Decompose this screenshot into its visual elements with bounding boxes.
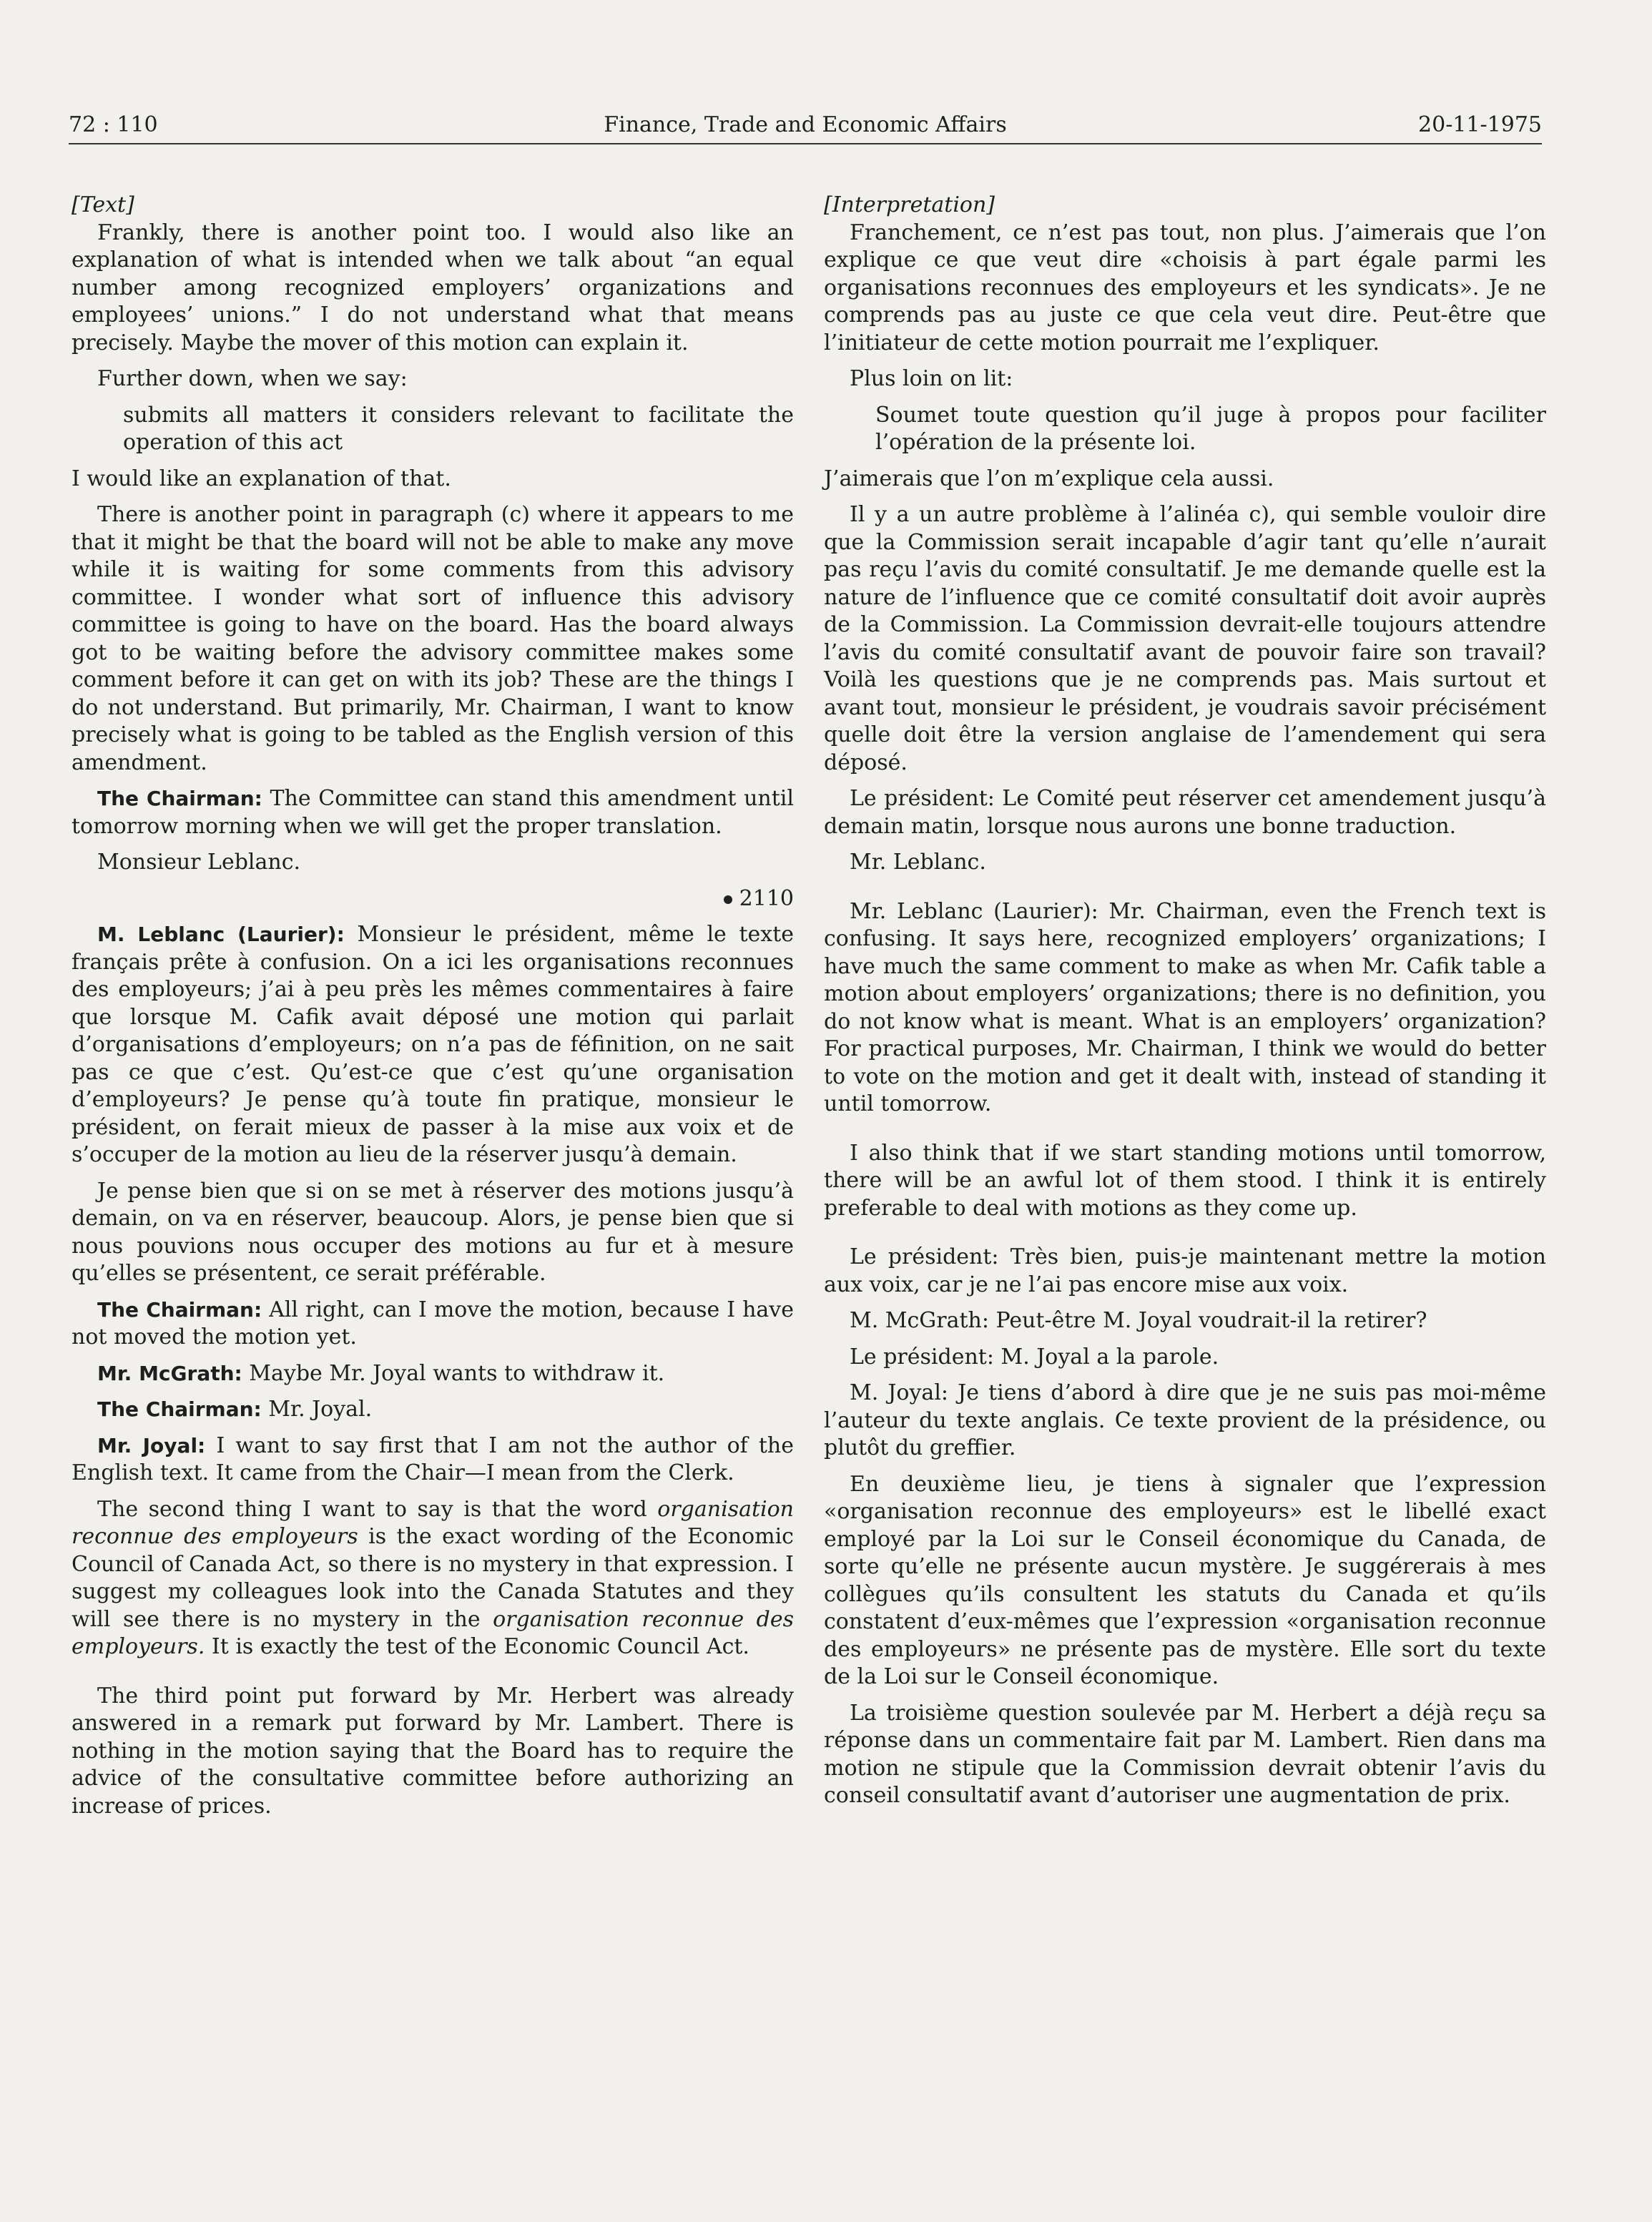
paragraph: I also think that if we start standing motions until tomorrow, there will be an awful lot of them stood. I think it is entirely preferable to deal with motions as they come up.	[824, 1140, 1546, 1221]
speaker-name: The Chairman:	[97, 1397, 262, 1421]
paragraph: Le président: Le Comité peut réserver cet amendement jusqu’à demain matin, lorsque nous aurons une bonne traduction.	[824, 786, 1546, 839]
speech	[72, 1360, 794, 1388]
paragraph: Mr. Leblanc (Laurier): Mr. Chairman, even the French text is confusing. It says here, recognized employers’ organizations; I have much the same comment to make as when Mr. Cafik table a motion about employers’ organizations; there is no definition, you do not know what is meant. What is an employers’ organization? For practical purposes, Mr. Chairman, I think we would do better to vote on the motion and get it dealt with, instead of standing it until tomorrow.	[824, 898, 1546, 1116]
paragraph: Further down, when we say:	[97, 366, 408, 391]
section-tag: [Text]	[72, 192, 134, 217]
speech-text: All right, can I move the motion, because I have not moved the motion yet.	[72, 1297, 794, 1350]
time-marker-text: 2110	[739, 885, 794, 911]
paragraph: Il y a un autre problème à l’alinéa c), qui semble vouloir dire que la Commission serait incapable d’agir tant qu’elle n’aurait pas reçu l’avis du comité consultatif. Je me demande quelle est la nature de l’influence que ce comité consultatif doit avoir auprès de la Commission. La Commission devrait-elle toujours attendre l’avis du comité consultatif avant de pouvoir faire son travail? Voilà les questions que je ne comprends pas. Mais surtout et avant tout, monsieur le président, je voudrais savoir précisément quelle doit être la version anglaise de l’amendement qui sera déposé.	[824, 502, 1546, 775]
speech	[72, 1432, 794, 1488]
paragraph: The third point put forward by Mr. Herbert was already answered in a remark put forward by Mr. Lambert. There is nothing in the motion saying that the Board has to require the advice of the consultative committee before authorizing an increase of prices.	[72, 1683, 794, 1819]
speech-text: The Committee can stand this amendment until tomorrow morning when we will get the proper translation.	[72, 786, 794, 839]
paragraph: There is another point in paragraph (c) where it appears to me that it might be that the board will not be able to make any move while it is waiting for some comments from this advisory committee. I wonder what sort of influence this advisory committee is going to have on the board. Has the board always got to be waiting before the advisory committee makes some comment before it can get on with its job? These are the things I do not understand. But primarily, Mr. Chairman, I want to know precisely what is going to be tabled as the English version of this amendment.	[72, 502, 794, 775]
paragraph: La troisième question soulevée par M. Herbert a déjà reçu sa réponse dans un commentaire fait par M. Lambert. Rien dans ma motion ne stipule que la Commission devrait obtenir l’avis du conseil consultatif avant d’autoriser une augmentation de prix.	[824, 1700, 1546, 1808]
page-date: 20-11-1975	[1418, 112, 1542, 137]
paragraph: Je pense bien que si on se met à réserver des motions jusqu’à demain, on va en réserver, beaucoup. Alors, je pense bien que si nous pouvions nous occuper des motions au fur et à mesure qu’elles se présentent, ce serait préférable.	[72, 1178, 794, 1286]
speech-text: Maybe Mr. Joyal wants to withdraw it.	[242, 1360, 665, 1386]
paragraph: Frankly, there is another point too. I would also like an explanation of what is intended when we talk about “an equal number among recognized employers’ organizations and employees’ unions.” I do not understand what that means precisely. Maybe the mover of this motion can explain it.	[72, 220, 794, 355]
paragraph: Mr. Leblanc.	[850, 850, 986, 875]
paragraph: Plus loin on lit:	[850, 366, 1013, 391]
speech-text: Monsieur le président, même le texte français prête à confusion. On a ici les organisations reconnues des employeurs; j’ai à peu près les mêmes commentaires à faire que lorsque M. Cafik avait déposé une motion qui parlait d’organisations d’employeurs; on n’a pas de féfinition, on ne sait pas ce que c’est. Qu’est-ce que c’est qu’une organisation d’employeurs? Je pense qu’à toute fin pratique, monsieur le président, on ferait mieux de passer à la mise aux voix et de s’occuper de la motion au lieu de la réserver jusqu’à demain.	[72, 922, 794, 1167]
section-tag: [Interpretation]	[824, 192, 995, 217]
paragraph: M. Joyal: Je tiens d’abord à dire que je ne suis pas moi-même l’auteur du texte anglais. Ce texte provient de la présidence, ou plutôt du greffier.	[824, 1380, 1546, 1460]
speaker-name: Mr. Joyal:	[97, 1433, 206, 1457]
bullet-icon	[724, 895, 732, 904]
running-title: Finance, Trade and Economic Affairs	[604, 112, 1007, 137]
speech	[72, 1396, 794, 1424]
page-header	[69, 107, 1542, 144]
paragraph: Le président: M. Joyal a la parole.	[850, 1344, 1219, 1370]
speech	[72, 785, 794, 840]
speech	[72, 1297, 794, 1352]
paragraph: En deuxième lieu, je tiens à signaler que l’expression «organisation reconnue des employeurs» est le libellé exact employé par la Loi sur le Conseil économique du Canada, de sorte qu’elle ne présente aucun mystère. Je suggérerais à mes collègues qu’ils consultent les statuts du Canada et qu’ils constatent d’eux-mêmes que l’expression «organisation reconnue des employeurs» ne présente pas de mystère. Elle sort du texte de la Loi sur le Conseil économique.	[824, 1471, 1546, 1689]
speaker-name: The Chairman:	[97, 1297, 262, 1322]
speech-text: I want to say first that I am not the author of the English text. It came from the Chair—I mean from the Clerk.	[72, 1432, 795, 1485]
paragraph: M. McGrath: Peut-être M. Joyal voudrait-il la retirer?	[850, 1308, 1427, 1333]
paragraph: Franchement, ce n’est pas tout, non plus. J’aimerais que l’on explique ce que veut dire «choisis à part égale parmi les organisations reconnues des employeurs et les syndicats». Je ne comprends pas au juste ce que cela veut dire. Peut-être que l’initiateur de cette motion pourrait me l’expliquer.	[824, 220, 1546, 355]
page-number: 72 : 110	[69, 112, 158, 137]
french-column	[824, 192, 1546, 1819]
speaker-name: The Chairman:	[97, 787, 262, 810]
paragraph: I would like an explanation of that.	[72, 466, 451, 491]
speech	[72, 921, 794, 1169]
speaker-name: M. Leblanc (Laurier):	[97, 923, 345, 946]
english-column	[72, 192, 794, 1829]
block-quote: Soumet toute question qu’il juge à propos pour faciliter l’opération de la présente loi.	[875, 402, 1546, 455]
paragraph: Le président: Très bien, puis-je maintenant mettre la motion aux voix, car je ne l’ai pas encore mise aux voix.	[824, 1244, 1546, 1297]
speech-text: Mr. Joyal.	[261, 1397, 373, 1422]
time-marker	[72, 885, 794, 913]
paragraph: Monsieur Leblanc.	[97, 850, 301, 875]
paragraph: The second thing I want to say is that the word organisation reconnue des employeurs is the exact wording of the Economic Council of Canada Act, so there is no mystery in that expression. I suggest my colleagues look into the Canada Statutes and they will see there is no mystery in the organisation reconnue des employeurs. It is exactly the test of the Economic Council Act.	[72, 1496, 794, 1659]
speaker-name: Mr. McGrath:	[97, 1361, 242, 1385]
block-quote: submits all matters it considers relevant to facilitate the operation of this act	[123, 402, 794, 455]
paragraph: J’aimerais que l’on m’explique cela aussi.	[824, 466, 1274, 491]
